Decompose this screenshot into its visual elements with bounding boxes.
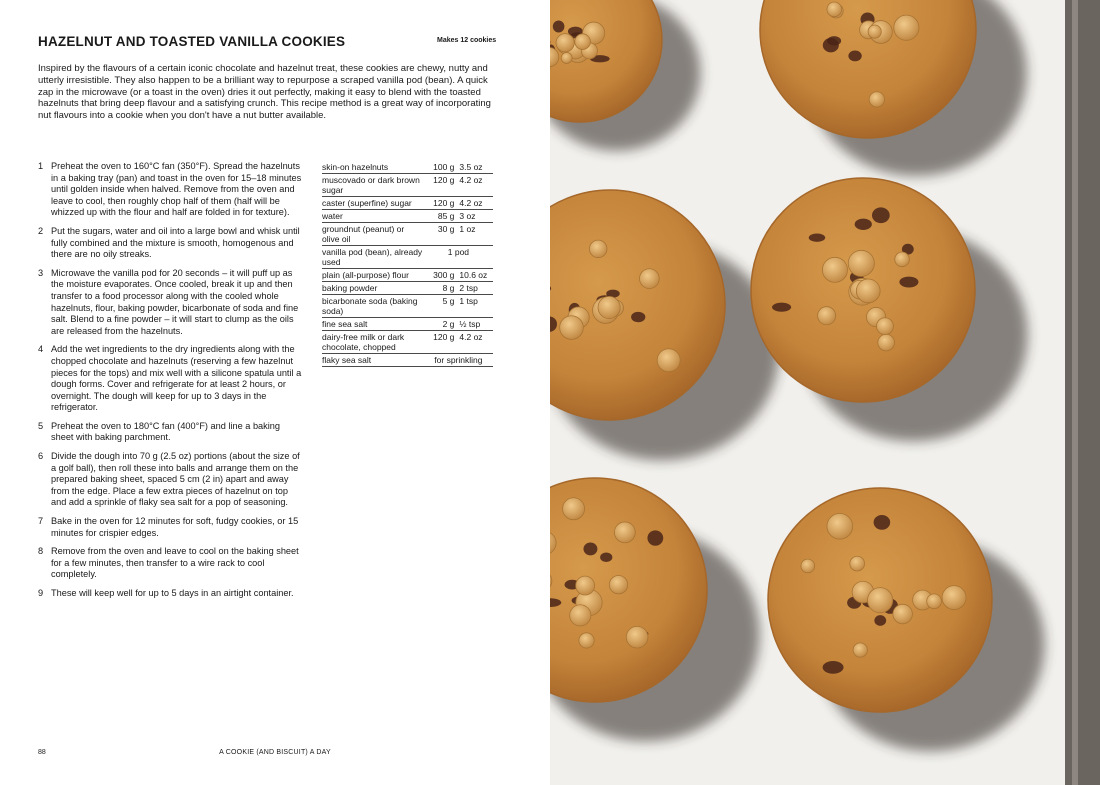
ingredient-metric: 120 g — [424, 174, 460, 197]
ingredient-row — [322, 269, 493, 282]
hazelnut-piece — [927, 594, 942, 609]
ingredient-imperial: 1 oz — [459, 223, 493, 246]
step-text: These will keep well for up to 5 days in an airtight container. — [51, 588, 294, 598]
chocolate-chunk — [583, 542, 597, 555]
chocolate-chunk — [855, 219, 872, 230]
chocolate-chunk — [631, 312, 645, 322]
hazelnut-piece — [878, 334, 895, 351]
step-number: 9 — [38, 588, 44, 598]
chocolate-chunk — [553, 21, 565, 33]
step-number: 3 — [38, 267, 44, 278]
ingredient-row — [322, 295, 493, 318]
hazelnut-piece — [579, 633, 594, 648]
hazelnut-piece — [853, 643, 867, 657]
step-text: Remove from the oven and leave to cool on the baking sheet for a few minutes, then transfer to a wire rack to cool completely. — [51, 546, 299, 580]
chocolate-chunk — [827, 36, 841, 45]
ingredient-row — [322, 331, 493, 354]
hazelnut-piece — [942, 586, 966, 610]
baking-tray-edge — [1065, 0, 1100, 785]
hazelnut-piece — [848, 250, 874, 276]
ingredient-amount: for sprinkling — [424, 354, 493, 367]
method-step — [38, 421, 304, 444]
ingredient-metric: 8 g — [424, 282, 460, 295]
step-text: Preheat the oven to 180°C fan (400°F) and line a baking sheet with baking parchment. — [51, 420, 281, 443]
hazelnut-piece — [576, 576, 595, 595]
hazelnut-piece — [894, 15, 919, 40]
ingredient-imperial: 4.2 oz — [459, 197, 493, 210]
ingredient-imperial: 10.6 oz — [459, 269, 493, 282]
method-step — [38, 226, 304, 261]
chocolate-chunk — [772, 303, 791, 312]
hazelnut-piece — [801, 559, 815, 573]
step-number: 4 — [38, 344, 44, 355]
ingredient-imperial: 3.5 oz — [459, 161, 493, 174]
hazelnut-piece — [869, 92, 884, 107]
hazelnut-piece — [856, 279, 880, 303]
ingredient-imperial: 2 tsp — [459, 282, 493, 295]
step-number: 7 — [38, 516, 44, 527]
ingredient-name: caster (superfine) sugar — [322, 197, 424, 210]
hazelnut-piece — [589, 240, 607, 258]
ingredient-row — [322, 282, 493, 295]
tray-highlight — [1072, 0, 1078, 785]
step-number: 6 — [38, 451, 44, 462]
ingredient-name: baking powder — [322, 282, 424, 295]
hazelnut-piece — [570, 605, 591, 626]
hazelnut-piece — [657, 349, 680, 372]
ingredient-metric: 300 g — [424, 269, 460, 282]
ingredient-row — [322, 246, 493, 269]
chocolate-chunk — [874, 615, 886, 626]
ingredient-row — [322, 223, 493, 246]
recipe-title: HAZELNUT AND TOASTED VANILLA COOKIES — [38, 34, 346, 49]
method-step — [38, 344, 304, 414]
step-text: Divide the dough into 70 g (2.5 oz) portions (about the size of a golf ball), then roll these into balls and arrange them on the prepared baking sheet, spaced 5 cm (2 in) apart and away from the edge. Place a few extra pieces of hazelnut on top and add a sprinkle of flaky sea salt for a pop of seasoning. — [51, 451, 300, 508]
ingredient-imperial: 1 tsp — [459, 295, 493, 318]
ingredient-metric: 5 g — [424, 295, 460, 318]
chocolate-chunk — [809, 233, 825, 241]
hazelnut-piece — [614, 522, 635, 543]
hazelnut-piece — [575, 34, 591, 50]
method-step — [38, 588, 304, 600]
hazelnut-piece — [827, 2, 842, 17]
hazelnut-piece — [561, 52, 572, 63]
ingredient-row — [322, 161, 493, 174]
ingredient-name: muscovado or dark brown sugar — [322, 174, 424, 197]
ingredient-row — [322, 210, 493, 223]
ingredient-metric: 120 g — [424, 331, 460, 354]
step-number: 5 — [38, 420, 44, 431]
page-number: 88 — [38, 749, 46, 756]
recipe-yield: Makes 12 cookies — [437, 37, 497, 44]
ingredient-name: vanilla pod (bean), already used — [322, 247, 423, 267]
chocolate-chunk — [647, 530, 663, 545]
ingredient-name: water — [322, 210, 424, 223]
hazelnut-piece — [877, 318, 894, 335]
cookies-photo-illustration — [550, 0, 1100, 785]
step-text: Microwave the vanilla pod for 20 seconds – it will puff up as the moisture evaporates. Once cooled, break it up and then transfer to a food processor along with the cooled whole hazelnuts, flour, baking powder, bicarbonate of soda and fine salt. Blend to a fine powder – it will start to clump as the oils are released from the hazelnuts. — [51, 267, 299, 336]
ingredient-name: dairy-free milk or dark chocolate, chopped — [322, 331, 424, 354]
ingredient-name: plain (all-purpose) flour — [322, 269, 424, 282]
hazelnut-piece — [609, 576, 627, 594]
chocolate-chunk — [848, 51, 861, 62]
ingredient-metric: 100 g — [424, 161, 460, 174]
running-head: A COOKIE (AND BISCUIT) A DAY — [219, 749, 331, 756]
step-text: Add the wet ingredients to the dry ingredients along with the chopped chocolate and hazelnuts (reserving a few hazelnut pieces for the tops) and mix well with a silicone spatula until a dough forms. Cover and refrigerate for at least 2 hours, or overnight. The dough will keep for up to 3 days in the refrigerator. — [51, 344, 302, 413]
hazelnut-piece — [868, 588, 893, 613]
ingredient-name: skin-on hazelnuts — [322, 161, 424, 174]
ingredient-metric: 2 g — [424, 318, 460, 331]
hazelnut-piece — [850, 556, 865, 571]
hazelnut-piece — [626, 626, 648, 648]
hazelnut-piece — [827, 513, 853, 539]
step-text: Bake in the oven for 12 minutes for soft, fudgy cookies, or 15 minutes for crispier edges. — [51, 516, 299, 538]
cookie — [751, 178, 975, 402]
method-step — [38, 516, 304, 539]
method-step — [38, 451, 304, 509]
hazelnut-piece — [556, 34, 574, 52]
ingredient-imperial: ½ tsp — [459, 318, 493, 331]
ingredient-name: flaky sea salt — [322, 354, 424, 367]
step-text: Preheat the oven to 160°C fan (350°F). Spread the hazelnuts in a baking tray (pan) and toast in the oven for 15–18 minutes until golden inside when halved. Remove from the oven and leave to cool, then roughly chop half of them (half will be whizzed up with the flour and half are folded in for texture). — [51, 161, 302, 218]
hazelnut-piece — [818, 307, 836, 325]
hazelnut-piece — [563, 498, 585, 520]
method-step — [38, 161, 304, 219]
step-number: 1 — [38, 161, 44, 171]
cookie — [768, 488, 992, 712]
ingredient-row — [322, 174, 493, 197]
hazelnut-piece — [822, 257, 847, 282]
ingredient-metric: 85 g — [424, 210, 460, 223]
ingredient-imperial: 4.2 oz — [459, 331, 493, 354]
hazelnut-piece — [560, 316, 584, 340]
ingredient-row — [322, 354, 493, 367]
ingredient-row — [322, 318, 493, 331]
recipe-intro: Inspired by the flavours of a certain iconic chocolate and hazelnut treat, these cookies are chewy, nutty and utterly irresistible. They also happen to be a brilliant way to repurpose a scraped vanilla pod (bean). A quick zap in the microwave (or a toast in the oven) dries it out perfectly, making it easy to blend with the toasted hazelnuts that bring deep flavour and a satisfying crunch. This recipe method is a great way of incorporating nut flavours into a cookie when you don't have a nut butter available. — [38, 63, 491, 122]
chocolate-chunk — [899, 277, 918, 288]
method-step — [38, 546, 304, 581]
ingredient-row — [322, 197, 493, 210]
hazelnut-piece — [895, 252, 910, 267]
step-number: 8 — [38, 546, 44, 557]
ingredient-metric: 120 g — [424, 197, 460, 210]
ingredients-table — [322, 161, 493, 367]
hazelnut-piece — [640, 269, 660, 289]
ingredient-imperial: 4.2 oz — [459, 174, 493, 197]
ingredient-metric: 30 g — [424, 223, 460, 246]
ingredient-name: bicarbonate soda (baking soda) — [322, 295, 424, 318]
chocolate-chunk — [823, 661, 844, 674]
chocolate-chunk — [600, 552, 612, 562]
ingredient-name: groundnut (peanut) or olive oil — [322, 223, 424, 246]
hazelnut-piece — [598, 296, 620, 318]
step-text: Put the sugars, water and oil into a large bowl and whisk until fully combined and the mixture is smooth, homogenous and there are no oily streaks. — [51, 225, 300, 260]
chocolate-chunk — [872, 207, 890, 223]
method-steps — [38, 161, 304, 607]
ingredient-imperial: 3 oz — [459, 210, 493, 223]
cookies-photo — [550, 0, 1100, 785]
ingredient-name: fine sea salt — [322, 318, 424, 331]
hazelnut-piece — [893, 604, 912, 623]
ingredient-amount: 1 pod — [424, 246, 493, 269]
method-step — [38, 268, 304, 338]
hazelnut-piece — [868, 25, 881, 38]
chocolate-chunk — [874, 515, 891, 530]
step-number: 2 — [38, 225, 44, 236]
